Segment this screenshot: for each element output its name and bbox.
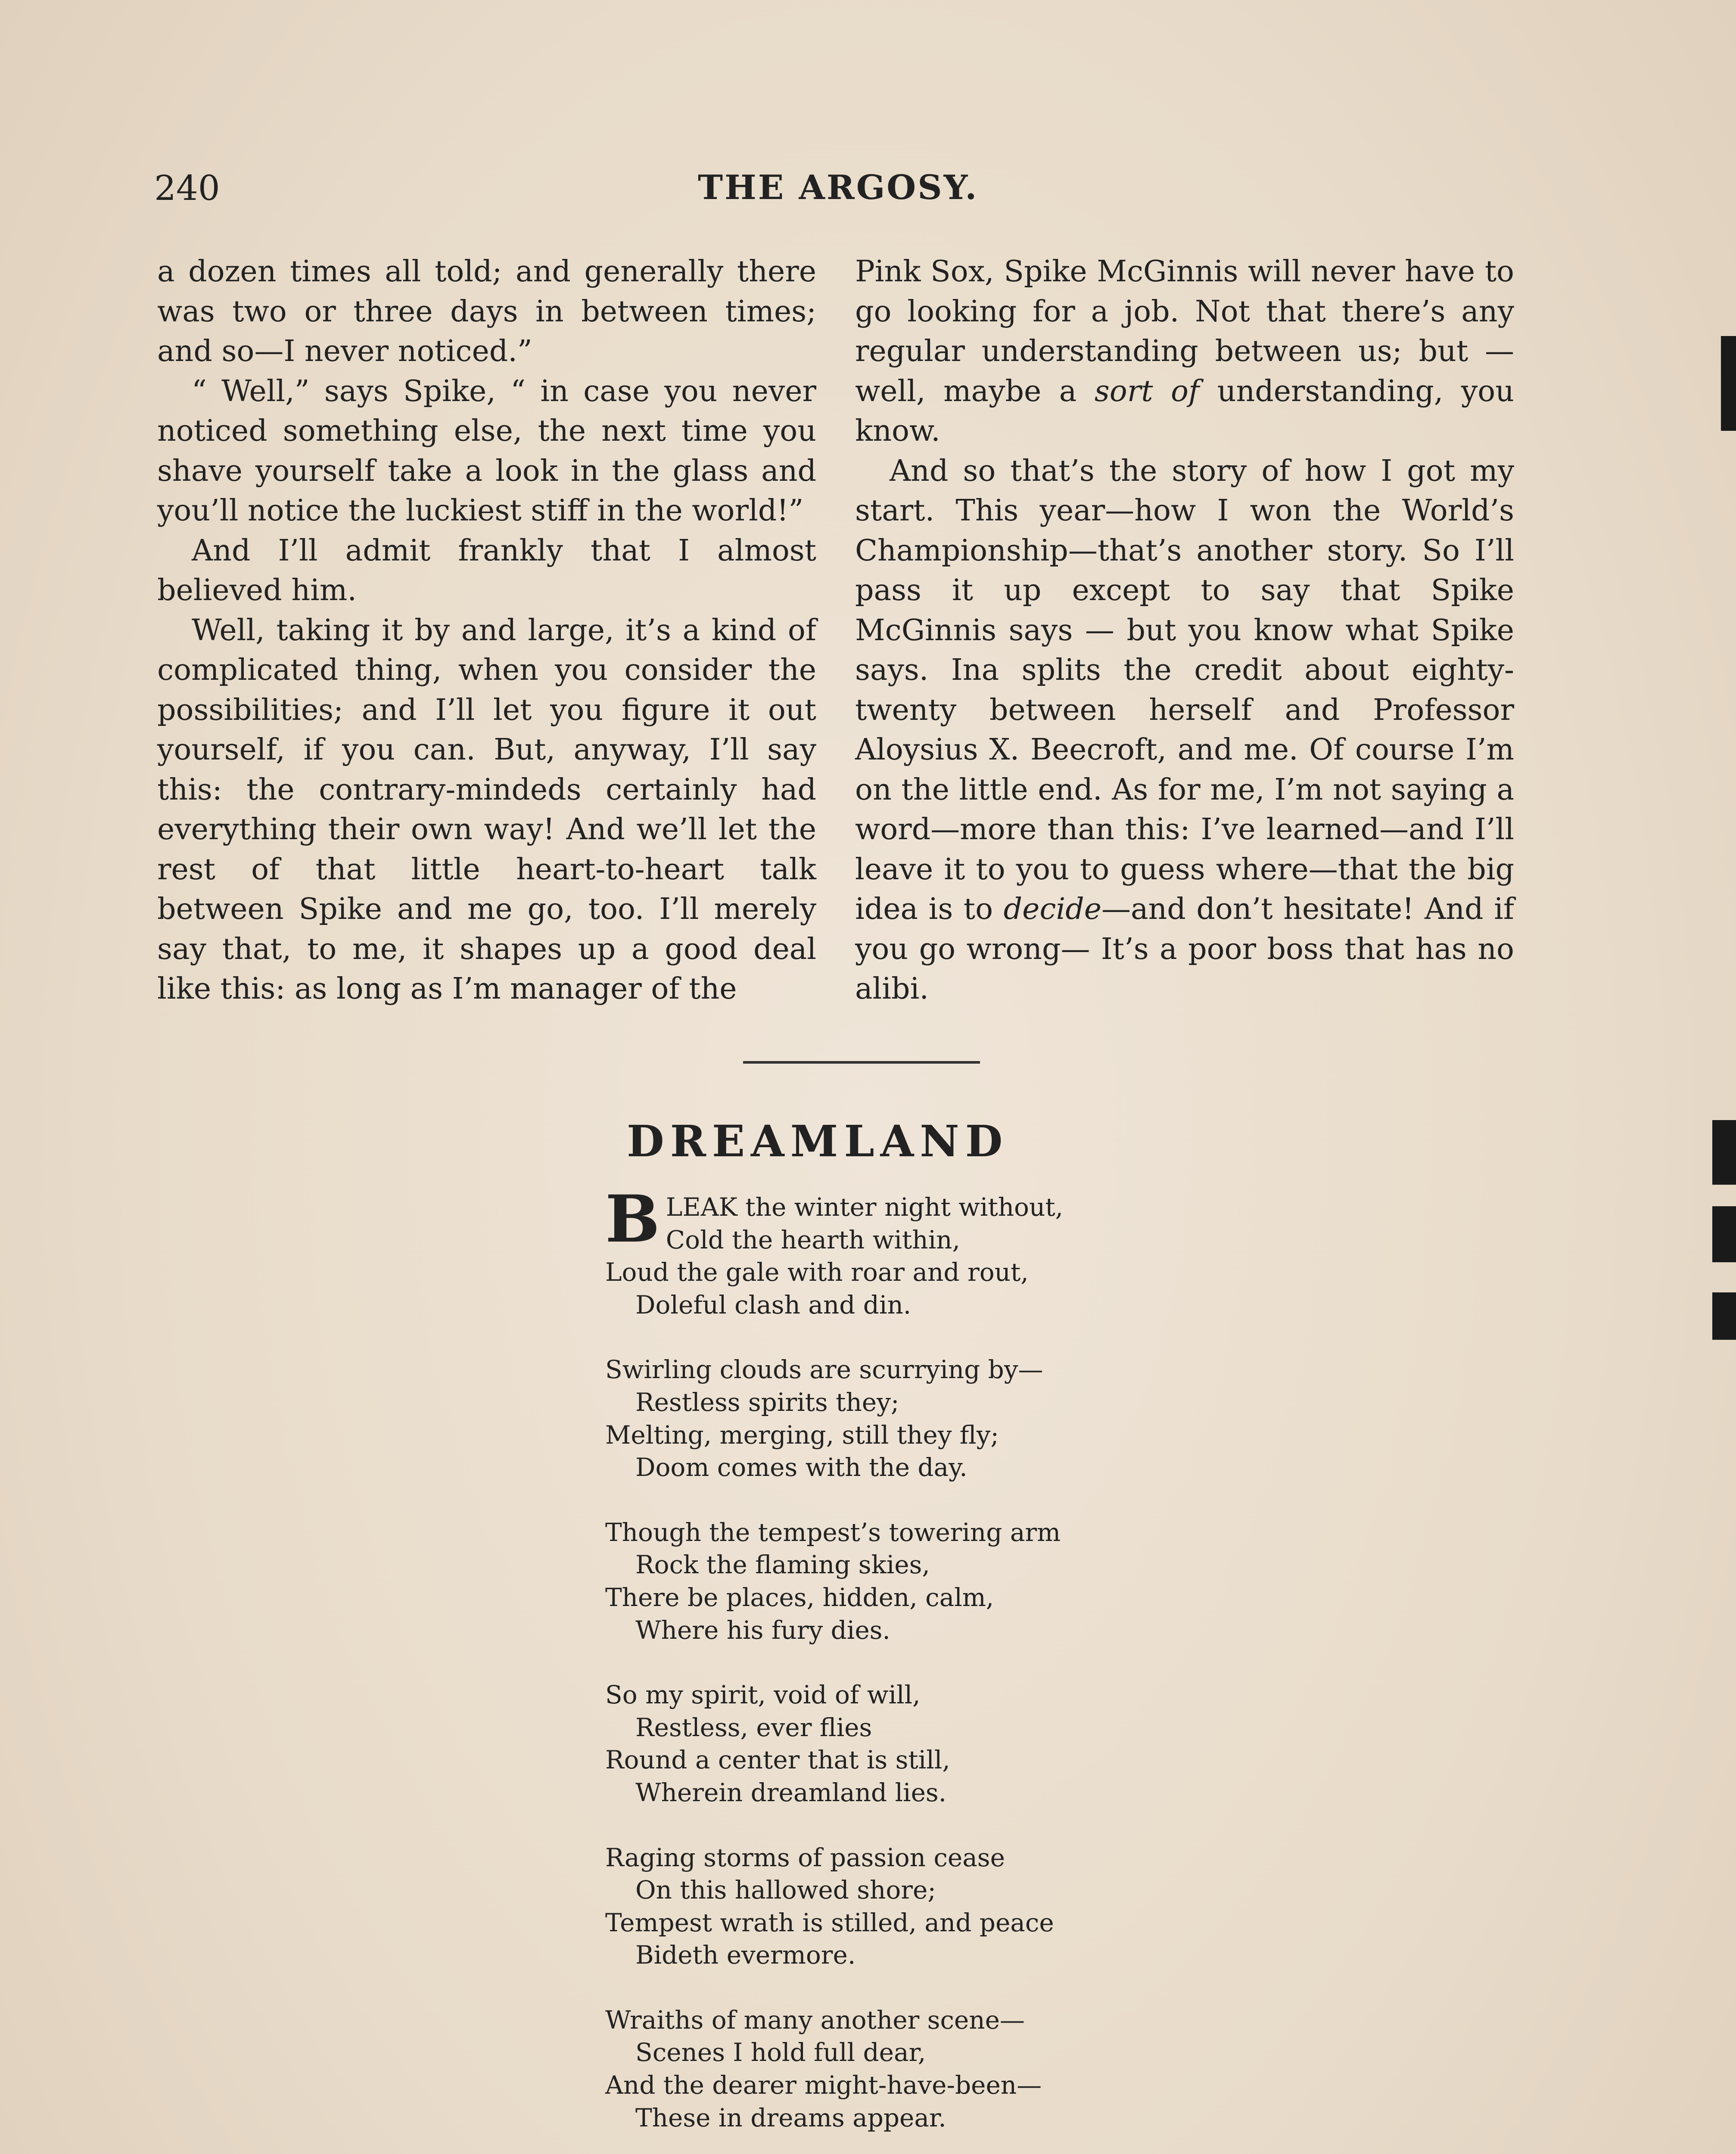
poem-line: Rock the flaming skies, — [635, 1550, 930, 1580]
poem-body — [605, 1181, 1122, 2154]
right-column — [855, 252, 1514, 1009]
poem-line: Bideth evermore. — [635, 1940, 856, 1970]
running-title: THE ARGOSY. — [698, 168, 979, 207]
poem-line: Wherein dreamland lies. — [635, 1777, 947, 1807]
poem-line: On this hallowed shore; — [635, 1875, 936, 1905]
paragraph: “ Well,” says Spike, “ in case you never noticed something else, the next time you shave yourself take a look in the glass and you’ll notice the luckiest stiff in the world!” — [157, 374, 816, 528]
poem-line: Raging storms of passion cease — [605, 1843, 1005, 1872]
poem-line: Round a center that is still, — [605, 1745, 950, 1775]
poem-line: Melting, merging, still they fly; — [605, 1420, 999, 1450]
poem-stanza — [605, 1679, 1122, 1809]
poem-line: These in dreams appear. — [635, 2103, 946, 2132]
poem-title: DREAMLAND — [627, 1116, 1009, 1167]
poem-line: LEAK the winter night without, — [666, 1192, 1064, 1222]
poem-line: Scenes I hold full dear, — [635, 2038, 926, 2067]
poem-line: Restless spirits they; — [635, 1387, 899, 1417]
poem-line: Doom comes with the day. — [635, 1453, 968, 1482]
poem-line: Cold the hearth within, — [666, 1225, 960, 1254]
drop-cap: B — [605, 1181, 660, 1257]
paragraph: And I’ll admit frankly that I almost believed him. — [157, 533, 816, 607]
poem-line: Though the tempest’s towering arm — [605, 1517, 1061, 1547]
left-column — [157, 252, 816, 1009]
poem-stanza — [605, 1354, 1122, 1484]
poem-line: Wraiths of many another scene— — [605, 2005, 1025, 2035]
paragraph: Pink Sox, Spike McGinnis will never have to go looking for a job. Not that there’s any regular understanding between us; but —well, maybe a sort of understanding, you know. — [855, 255, 1515, 448]
poem-stanza — [605, 2004, 1122, 2134]
poem-stanza — [605, 1516, 1122, 1647]
paragraph: And so that’s the story of how I got my start. This year—how I won the World’s Championship—that’s another story. So I’ll pass it up except to say that Spike McGinnis says — but you know what Spike says. Ina splits the credit about eighty-twenty between herself and Professor Aloysius X. Beecroft, and me. Of course I’m on the little end. As for me, I’m not saying a word—more than this: I’ve learned—and I’ll leave it to you to guess where—that the big idea is to decide—and don’t hesitate! And if you go wrong— It’s a poor boss that has no alibi. — [855, 454, 1514, 1006]
poem-line: Tempest wrath is stilled, and peace — [605, 1908, 1054, 1937]
poem-line: And the dearer might-have-been— — [605, 2070, 1042, 2100]
paragraph: a dozen times all told; and generally there was two or three days in between times; and so—I never noticed.” — [157, 255, 816, 368]
poem-line: Where his fury dies. — [635, 1615, 890, 1645]
poem-line: Loud the gale with roar and rout, — [605, 1258, 1029, 1287]
poem-line: Restless, ever flies — [635, 1712, 872, 1742]
poem-line: So my spirit, void of will, — [605, 1680, 921, 1710]
poem-line: Swirling clouds are scurrying by— — [605, 1355, 1043, 1385]
paragraph: Well, taking it by and large, it’s a kind of complicated thing, when you consider the possibilities; and I’ll let you figure it out yourself, if you can. But, anyway, I’ll say this: the contrary-mindeds certainly had everything their own way! And we’ll let the rest of that little heart-to-heart talk between Spike and me go, too. I’ll merely say that, to me, it shapes up a good deal like this: as long as I’m manager of the — [157, 613, 816, 1006]
poem-line: There be places, hidden, calm, — [605, 1582, 994, 1612]
edge-binding-mark — [1712, 1206, 1736, 1262]
poem-line: Doleful clash and din. — [635, 1290, 912, 1320]
edge-binding-mark — [1721, 336, 1736, 431]
poem-stanza — [605, 1842, 1122, 1972]
section-divider — [743, 1061, 980, 1064]
poem-stanza — [605, 1181, 1122, 1321]
edge-binding-mark — [1712, 1292, 1736, 1340]
page-number: 240 — [154, 168, 220, 208]
edge-binding-mark — [1712, 1120, 1736, 1185]
